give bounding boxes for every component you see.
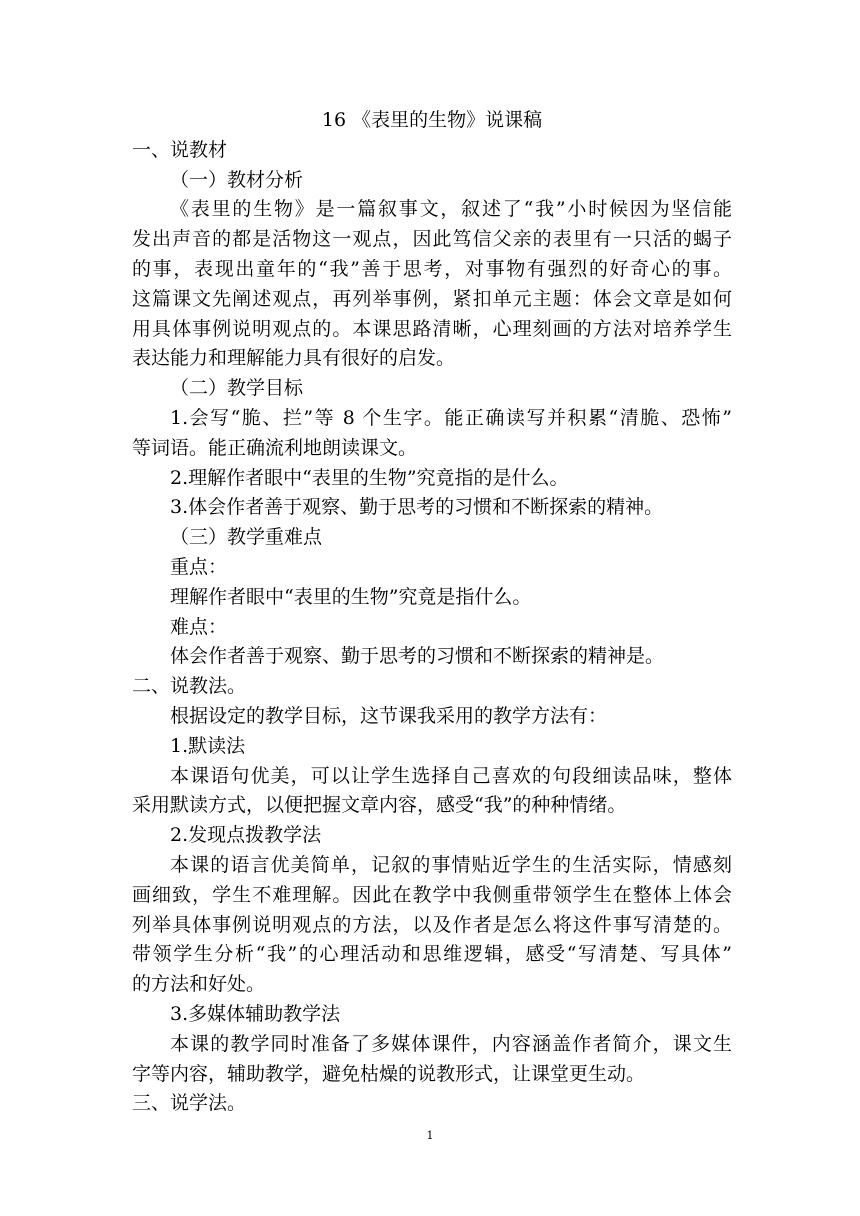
document-body — [132, 106, 732, 1119]
subsection-heading-key-points: （三）教学重难点 — [170, 526, 323, 549]
subsection-heading-analysis: （一）教材分析 — [170, 168, 304, 191]
section-heading-methods: 二、说教法。 — [132, 675, 247, 698]
list-item-continuation: 等词语。能正确流利地朗读课文。 — [132, 436, 418, 459]
paragraph-line: 体会作者善于观察、勤于思考的习惯和不断探索的精神是。 — [170, 645, 665, 668]
method-heading: 1.默读法 — [170, 734, 246, 757]
method-heading: 2.发现点拨教学法 — [170, 824, 322, 847]
label-key-point: 重点： — [170, 555, 228, 578]
paragraph-line: 本课的语言优美简单，记叙的事情贴近学生的生活实际，情感刻 — [170, 853, 732, 876]
label-difficulty: 难点： — [170, 615, 228, 638]
paragraph-line: 发出声音的都是活物这一观点，因此笃信父亲的表里有一只活的蝎子 — [132, 228, 732, 251]
paragraph-line: 《表里的生物》是一篇叙事文，叙述了“我”小时候因为坚信能 — [170, 198, 732, 221]
paragraph-line: 用具体事例说明观点的。本课思路清晰，心理刻画的方法对培养学生 — [132, 317, 732, 340]
section-heading-learning: 三、说学法。 — [132, 1092, 247, 1115]
paragraph-line: 字等内容，辅助教学，避免枯燥的说教形式，让课堂更生动。 — [132, 1062, 646, 1085]
list-item: 3.体会作者善于观察、勤于思考的习惯和不断探索的精神。 — [170, 496, 664, 519]
paragraph-line: 列举具体事例说明观点的方法，以及作者是怎么将这件事写清楚的。 — [132, 913, 732, 936]
paragraph-line: 带领学生分析“我”的心理活动和思维逻辑，感受“写清楚、写具体” — [132, 943, 732, 966]
page-number: 1 — [426, 1129, 434, 1142]
paragraph-line: 本课的教学同时准备了多媒体课件，内容涵盖作者简介，课文生 — [170, 1032, 732, 1055]
list-item: 2.理解作者眼中“表里的生物”究竟指的是什么。 — [170, 466, 569, 489]
paragraph-line: 画细致，学生不难理解。因此在教学中我侧重带领学生在整体上体会 — [132, 883, 732, 906]
subsection-heading-goals: （二）教学目标 — [170, 377, 304, 400]
document-title: 16 《表里的生物》说课稿 — [321, 109, 543, 131]
paragraph-line: 理解作者眼中“表里的生物”究竟是指什么。 — [170, 585, 532, 608]
paragraph-line: 本课语句优美，可以让学生选择自己喜欢的句段细读品味，整体 — [170, 764, 732, 787]
paragraph-line: 采用默读方式，以便把握文章内容，感受“我”的种种情绪。 — [132, 794, 627, 817]
method-heading: 3.多媒体辅助教学法 — [170, 1002, 341, 1025]
paragraph-line: 根据设定的教学目标，这节课我采用的教学方法有： — [170, 704, 608, 727]
paragraph-line: 表达能力和理解能力具有很好的启发。 — [132, 347, 456, 370]
paragraph-line: 这篇课文先阐述观点，再列举事例，紧扣单元主题：体会文章是如何 — [132, 287, 732, 310]
paragraph-line: 的方法和好处。 — [132, 973, 266, 996]
section-heading-textbook: 一、说教材 — [132, 138, 228, 161]
paragraph-line: 的事，表现出童年的“我”善于思考，对事物有强烈的好奇心的事。 — [132, 257, 732, 280]
list-item: 1.会写“脆、拦”等 8 个生字。能正确读写并积累“清脆、恐怖” — [170, 406, 732, 429]
